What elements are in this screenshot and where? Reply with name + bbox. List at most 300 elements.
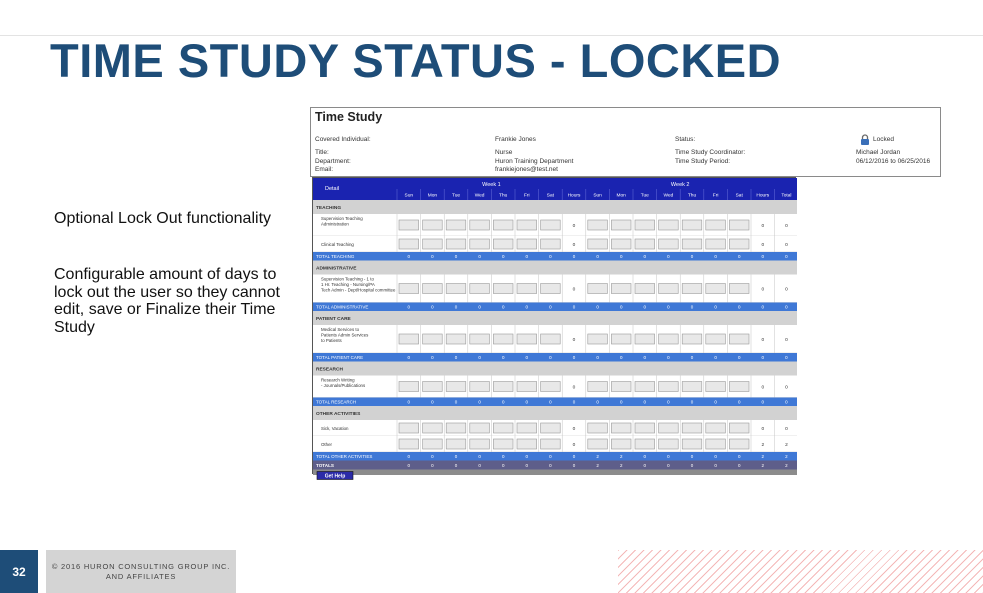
hours-input-locked[interactable] xyxy=(493,220,513,230)
section-total-value: 0 xyxy=(737,454,741,460)
slide-title: TIME STUDY STATUS - LOCKED xyxy=(50,34,782,87)
hours-input-locked[interactable] xyxy=(446,239,466,249)
section-total-value: 0 xyxy=(785,304,788,310)
row-hours-value: 0 xyxy=(785,243,788,248)
hours-input-locked[interactable] xyxy=(635,439,655,449)
hours-input-locked[interactable] xyxy=(493,382,513,392)
activity-label: Administration xyxy=(321,221,349,227)
grand-total-value: 2 xyxy=(785,463,788,468)
hours-input-locked[interactable] xyxy=(493,423,513,433)
hours-input-locked[interactable] xyxy=(517,423,537,433)
hours-input-locked[interactable] xyxy=(541,220,561,230)
hours-input-locked[interactable] xyxy=(706,382,726,392)
section-name: RESEARCH xyxy=(316,367,343,373)
section-total-value: 0 xyxy=(501,355,505,361)
hours-input-locked[interactable] xyxy=(446,423,466,433)
page-number: 32 xyxy=(0,550,38,593)
row-hours-value: 0 xyxy=(572,224,576,229)
hours-input-locked[interactable] xyxy=(706,220,726,230)
day-header-label: Total xyxy=(781,193,792,199)
row-hours-value: 0 xyxy=(761,287,765,293)
hours-input-locked[interactable] xyxy=(682,239,702,249)
section-total-value: 0 xyxy=(761,304,765,310)
hours-input-locked[interactable] xyxy=(493,239,513,249)
section-total-row xyxy=(313,452,797,461)
get-help-button-label: Get Help xyxy=(324,473,346,480)
row-hours-value: 0 xyxy=(572,443,576,448)
hours-input-locked[interactable] xyxy=(423,423,443,433)
grand-total-value: 2 xyxy=(761,463,765,468)
day-header-label: Fri xyxy=(524,193,530,199)
section-total-value: 0 xyxy=(690,355,694,361)
row-hours-value: 0 xyxy=(785,224,788,229)
section-total-value: 0 xyxy=(431,254,434,260)
value-status: Locked xyxy=(873,136,894,143)
section-total-value: 0 xyxy=(761,355,765,361)
hours-input-locked[interactable] xyxy=(635,423,655,433)
hours-input-locked[interactable] xyxy=(399,220,419,230)
hours-input-locked[interactable] xyxy=(635,220,655,230)
section-total-value: 0 xyxy=(407,304,411,310)
section-total-label: TOTAL ADMINISTRATIVE xyxy=(316,304,369,310)
grand-total-value: 2 xyxy=(596,463,599,468)
grand-total-value: 0 xyxy=(690,463,694,468)
hours-input-locked[interactable] xyxy=(517,220,537,230)
hours-input-locked[interactable] xyxy=(517,382,537,392)
hours-input-locked[interactable] xyxy=(729,382,749,392)
section-total-value: 0 xyxy=(525,454,529,460)
section-total-value: 0 xyxy=(407,254,411,260)
section-total-value: 0 xyxy=(737,355,741,361)
row-hours-value: 0 xyxy=(761,243,765,248)
hours-input-locked[interactable] xyxy=(493,284,513,294)
hours-input-locked[interactable] xyxy=(588,239,608,249)
hours-input-locked[interactable] xyxy=(659,334,679,344)
section-total-value: 0 xyxy=(454,254,458,260)
hours-input-locked[interactable] xyxy=(446,382,466,392)
row-hours-value: 0 xyxy=(572,427,576,432)
hours-input-locked[interactable] xyxy=(682,284,702,294)
hours-input-locked[interactable] xyxy=(470,382,490,392)
hours-input-locked[interactable] xyxy=(470,334,490,344)
day-header-label: Sat xyxy=(546,193,555,199)
row-hours-value: 0 xyxy=(572,385,576,391)
hours-input-locked[interactable] xyxy=(635,239,655,249)
section-total-value: 0 xyxy=(478,355,481,361)
day-header-label: Wed xyxy=(663,193,674,199)
section-total-value: 2 xyxy=(596,454,599,460)
label-covered-individual: Covered Individual: xyxy=(315,136,371,143)
section-total-value: 0 xyxy=(690,254,694,260)
section-total-value: 0 xyxy=(549,254,552,260)
day-header-label: Tue xyxy=(451,193,461,199)
hours-input-locked[interactable] xyxy=(493,439,513,449)
hours-input-locked[interactable] xyxy=(517,439,537,449)
hours-input-locked[interactable] xyxy=(470,239,490,249)
left-labels xyxy=(315,136,371,175)
value-period: 06/12/2016 to 06/25/2016 xyxy=(856,157,931,165)
section-total-value: 0 xyxy=(690,304,694,310)
value-title: Nurse xyxy=(495,148,513,156)
grand-total-row xyxy=(313,461,797,470)
section-total-value: 0 xyxy=(761,254,765,260)
hours-input-locked[interactable] xyxy=(541,284,561,294)
section-total-value: 0 xyxy=(478,399,481,405)
section-total-value: 0 xyxy=(407,399,411,405)
grand-total-label: TOTALS xyxy=(316,463,334,468)
grand-total-value: 0 xyxy=(407,463,411,468)
hours-input-locked[interactable] xyxy=(706,334,726,344)
section-total-value: 0 xyxy=(619,355,623,361)
hours-input-locked[interactable] xyxy=(541,439,561,449)
section-total-value: 0 xyxy=(643,304,647,310)
activity-label: - Journals/Publications xyxy=(321,383,366,388)
section-total-value: 0 xyxy=(407,355,411,361)
hours-input-locked[interactable] xyxy=(588,220,608,230)
hours-input-locked[interactable] xyxy=(541,334,561,344)
day-header-label: Mon xyxy=(616,193,626,199)
hours-input-locked[interactable] xyxy=(588,284,608,294)
grand-total-value: 0 xyxy=(525,463,529,468)
grand-total-value: 0 xyxy=(667,463,670,468)
section-total-value: 0 xyxy=(407,454,411,460)
value-email: frankiejones@test.net xyxy=(495,166,558,174)
row-hours-value: 2 xyxy=(785,443,788,448)
row-hours-value: 0 xyxy=(761,385,765,391)
hours-input-locked[interactable] xyxy=(446,220,466,230)
copyright-line-2: AND AFFILIATES xyxy=(105,571,177,581)
section-total-value: 2 xyxy=(761,454,765,460)
section-total-value: 0 xyxy=(549,304,552,310)
section-total-value: 0 xyxy=(572,399,576,405)
hours-input-locked[interactable] xyxy=(682,439,702,449)
grand-total-value: 0 xyxy=(501,463,505,468)
hours-input-locked[interactable] xyxy=(399,423,419,433)
section-total-value: 0 xyxy=(572,304,576,310)
bullet-lock-out: Optional Lock Out functionality xyxy=(54,210,272,227)
hours-input-locked[interactable] xyxy=(611,334,631,344)
section-total-label: TOTAL RESEARCH xyxy=(316,399,357,405)
hours-input-locked[interactable] xyxy=(659,284,679,294)
label-status: Status: xyxy=(675,136,696,143)
activity-label: Tech Admin - Dept/Hospital committee xyxy=(321,287,396,293)
section-total-value: 0 xyxy=(525,254,529,260)
row-hours-value: 0 xyxy=(785,385,788,391)
hours-input-locked[interactable] xyxy=(729,334,749,344)
grand-total-value: 0 xyxy=(454,463,458,468)
hours-input-locked[interactable] xyxy=(611,423,631,433)
section-total-value: 0 xyxy=(785,355,788,361)
section-total-value: 0 xyxy=(596,304,599,310)
section-total-value: 2 xyxy=(619,454,623,460)
hours-input-locked[interactable] xyxy=(470,439,490,449)
grid-corner-label: Detail xyxy=(325,186,340,192)
section-total-value: 0 xyxy=(667,304,670,310)
section-total-value: 0 xyxy=(549,454,552,460)
row-hours-value: 0 xyxy=(761,338,765,343)
hours-input-locked[interactable] xyxy=(423,439,443,449)
hours-input-locked[interactable] xyxy=(470,284,490,294)
hours-input-locked[interactable] xyxy=(517,334,537,344)
hours-input-locked[interactable] xyxy=(659,239,679,249)
section-total-value: 0 xyxy=(572,254,576,260)
section-header-row xyxy=(313,362,797,376)
button-bar xyxy=(313,470,797,476)
hours-input-locked[interactable] xyxy=(470,220,490,230)
hours-input-locked[interactable] xyxy=(446,284,466,294)
section-name: ADMINISTRATIVE xyxy=(316,266,357,272)
day-header-label: Hours xyxy=(756,193,770,199)
section-total-value: 0 xyxy=(454,355,458,361)
hours-input-locked[interactable] xyxy=(541,382,561,392)
label-coordinator: Time Study Coordinator: xyxy=(675,148,746,156)
hours-input-locked[interactable] xyxy=(446,439,466,449)
hours-input-locked[interactable] xyxy=(659,220,679,230)
hours-input-locked[interactable] xyxy=(729,239,749,249)
hours-input-locked[interactable] xyxy=(423,239,443,249)
grand-total-value: 0 xyxy=(572,463,576,468)
hours-input-locked[interactable] xyxy=(588,423,608,433)
hours-input-locked[interactable] xyxy=(682,220,702,230)
right-values xyxy=(856,136,930,166)
section-total-value: 0 xyxy=(454,454,458,460)
value-coordinator: Michael Jordan xyxy=(856,148,901,156)
section-total-value: 0 xyxy=(714,399,717,405)
row-hours-value: 0 xyxy=(572,287,576,293)
grand-total-value: 2 xyxy=(619,463,623,468)
section-total-value: 0 xyxy=(431,454,434,460)
label-department: Department: xyxy=(315,157,351,165)
day-header-label: Thu xyxy=(499,193,508,199)
hours-input-locked[interactable] xyxy=(493,334,513,344)
copyright-box xyxy=(46,550,236,593)
section-total-value: 0 xyxy=(737,304,741,310)
hours-input-locked[interactable] xyxy=(659,423,679,433)
value-covered-individual: Frankie Jones xyxy=(495,136,536,143)
section-header-row xyxy=(313,261,797,275)
hours-input-locked[interactable] xyxy=(635,382,655,392)
section-total-row xyxy=(313,252,797,261)
hours-input-locked[interactable] xyxy=(423,382,443,392)
section-total-value: 0 xyxy=(431,399,434,405)
section-total-value: 0 xyxy=(714,304,717,310)
section-total-value: 0 xyxy=(501,454,505,460)
week-1-label: Week 1 xyxy=(482,182,501,188)
section-total-value: 0 xyxy=(454,304,458,310)
section-header-row xyxy=(313,200,797,214)
section-total-value: 0 xyxy=(549,399,552,405)
value-department: Huron Training Department xyxy=(495,157,574,165)
day-header-label: Sun xyxy=(593,193,602,199)
section-total-value: 0 xyxy=(690,454,694,460)
section-total-value: 0 xyxy=(431,355,434,361)
hours-input-locked[interactable] xyxy=(399,239,419,249)
day-header-label: Tue xyxy=(640,193,649,199)
activity-label: Clinical Teaching xyxy=(321,242,354,247)
time-study-title: Time Study xyxy=(315,110,383,124)
section-total-value: 0 xyxy=(596,254,599,260)
activity-label: Other xyxy=(321,442,332,447)
grand-total-value: 0 xyxy=(549,463,552,468)
time-study-header-panel xyxy=(310,107,941,177)
hours-input-locked[interactable] xyxy=(729,220,749,230)
hours-input-locked[interactable] xyxy=(611,220,631,230)
hours-input-locked[interactable] xyxy=(517,239,537,249)
section-header-row xyxy=(313,311,797,325)
row-hours-value: 0 xyxy=(761,224,765,229)
row-hours-value: 2 xyxy=(761,443,765,448)
section-total-value: 0 xyxy=(761,399,765,405)
grand-total-value: 0 xyxy=(714,463,717,468)
hours-input-locked[interactable] xyxy=(423,220,443,230)
day-header-label: Wed xyxy=(474,193,485,199)
day-header-label: Hours xyxy=(567,193,581,199)
hours-input-locked[interactable] xyxy=(706,284,726,294)
section-total-value: 0 xyxy=(549,355,552,361)
activity-label: to Patients xyxy=(321,338,342,343)
section-total-value: 0 xyxy=(478,254,481,260)
footer-hatch-decoration xyxy=(618,550,983,593)
day-header-label: Sun xyxy=(404,193,414,199)
section-total-row xyxy=(313,398,797,407)
section-total-value: 0 xyxy=(714,454,717,460)
activity-label: Supervision Teaching xyxy=(321,216,363,221)
hours-input-locked[interactable] xyxy=(611,439,631,449)
section-total-value: 0 xyxy=(525,355,529,361)
section-total-value: 0 xyxy=(525,399,529,405)
right-labels xyxy=(675,136,745,166)
section-total-value: 0 xyxy=(667,399,670,405)
section-total-value: 0 xyxy=(572,454,576,460)
hours-input-locked[interactable] xyxy=(682,423,702,433)
hours-input-locked[interactable] xyxy=(729,423,749,433)
section-total-value: 0 xyxy=(596,355,599,361)
grid-header-bar xyxy=(313,178,797,200)
row-hours-value: 0 xyxy=(572,338,576,343)
section-total-value: 0 xyxy=(478,454,481,460)
activity-label: 1 Hr. Teaching - Nursing/PA xyxy=(321,282,375,287)
activity-label: Research Writing xyxy=(321,377,355,383)
section-total-value: 0 xyxy=(619,399,623,405)
hours-input-locked[interactable] xyxy=(588,382,608,392)
label-email: Email: xyxy=(315,166,334,174)
hours-input-locked[interactable] xyxy=(423,334,443,344)
hours-input-locked[interactable] xyxy=(659,439,679,449)
section-total-label: TOTAL OTHER ACTIVITIES xyxy=(316,454,373,460)
section-name: OTHER ACTIVITIES xyxy=(316,412,361,417)
hours-input-locked[interactable] xyxy=(399,334,419,344)
section-total-value: 0 xyxy=(690,399,694,405)
hours-input-locked[interactable] xyxy=(423,284,443,294)
grid-canvas xyxy=(313,178,797,480)
activity-label: Medical Services to xyxy=(321,327,360,332)
day-header-label: Sat xyxy=(735,193,743,199)
row-hours-value: 0 xyxy=(785,338,788,343)
row-hours-value: 0 xyxy=(785,287,788,293)
hours-input-locked[interactable] xyxy=(399,439,419,449)
hours-input-locked[interactable] xyxy=(588,439,608,449)
section-total-value: 0 xyxy=(572,355,576,361)
section-total-value: 0 xyxy=(643,254,647,260)
section-total-value: 0 xyxy=(643,399,647,405)
hours-input-locked[interactable] xyxy=(399,284,419,294)
section-total-value: 0 xyxy=(501,254,505,260)
hours-input-locked[interactable] xyxy=(729,439,749,449)
row-hours-value: 0 xyxy=(785,427,788,432)
hours-input-locked[interactable] xyxy=(517,284,537,294)
section-total-value: 2 xyxy=(785,454,788,460)
hours-input-locked[interactable] xyxy=(541,239,561,249)
section-total-value: 0 xyxy=(501,399,505,405)
hours-input-locked[interactable] xyxy=(611,284,631,294)
hours-input-locked[interactable] xyxy=(659,382,679,392)
hours-input-locked[interactable] xyxy=(588,334,608,344)
hours-input-locked[interactable] xyxy=(611,239,631,249)
hours-input-locked[interactable] xyxy=(470,423,490,433)
section-total-value: 0 xyxy=(785,399,788,405)
grand-total-value: 0 xyxy=(643,463,647,468)
section-total-value: 0 xyxy=(619,254,623,260)
hours-input-locked[interactable] xyxy=(706,439,726,449)
grand-total-value: 0 xyxy=(478,463,481,468)
hours-input-locked[interactable] xyxy=(706,423,726,433)
section-header-row xyxy=(313,406,797,420)
hours-input-locked[interactable] xyxy=(446,334,466,344)
hours-input-locked[interactable] xyxy=(682,382,702,392)
row-hours-value: 0 xyxy=(761,427,765,432)
section-total-value: 0 xyxy=(643,355,647,361)
section-name: TEACHING xyxy=(316,206,342,211)
activity-label: Supervision Teaching - 1 to xyxy=(321,276,374,282)
section-total-value: 0 xyxy=(714,254,717,260)
section-total-value: 0 xyxy=(667,355,670,361)
section-total-value: 0 xyxy=(785,254,788,260)
label-period: Time Study Period: xyxy=(675,157,731,165)
time-study-grid xyxy=(312,177,796,480)
section-total-value: 0 xyxy=(714,355,717,361)
bullet-configurable-days: Configurable amount of days to lock out the user so they cannot edit, save or Finalize their Time Study xyxy=(54,266,280,336)
left-values xyxy=(495,136,573,175)
hours-input-locked[interactable] xyxy=(541,423,561,433)
hours-input-locked[interactable] xyxy=(635,284,655,294)
section-total-row xyxy=(313,303,797,312)
day-header-label: Thu xyxy=(687,193,697,199)
activity-label: Sick, Vacation xyxy=(321,426,349,431)
section-total-value: 0 xyxy=(737,399,741,405)
section-total-value: 0 xyxy=(454,399,458,405)
hours-input-locked[interactable] xyxy=(611,382,631,392)
hours-input-locked[interactable] xyxy=(729,284,749,294)
hours-input-locked[interactable] xyxy=(706,239,726,249)
section-total-row xyxy=(313,353,797,362)
section-total-value: 0 xyxy=(737,254,741,260)
section-total-value: 0 xyxy=(525,304,529,310)
section-total-value: 0 xyxy=(667,254,670,260)
day-header-label: Fri xyxy=(712,193,719,199)
hours-input-locked[interactable] xyxy=(635,334,655,344)
section-total-label: TOTAL PATIENT CARE xyxy=(316,355,364,361)
hours-input-locked[interactable] xyxy=(399,382,419,392)
section-total-value: 0 xyxy=(643,454,647,460)
section-total-value: 0 xyxy=(431,304,434,310)
hours-input-locked[interactable] xyxy=(682,334,702,344)
copyright-line-1: © 2016 HURON CONSULTING GROUP INC. xyxy=(51,561,231,571)
section-total-value: 0 xyxy=(596,399,599,405)
label-title: Title: xyxy=(315,148,329,156)
section-total-value: 0 xyxy=(478,304,481,310)
section-total-value: 0 xyxy=(501,304,505,310)
section-total-label: TOTAL TEACHING xyxy=(316,254,355,260)
